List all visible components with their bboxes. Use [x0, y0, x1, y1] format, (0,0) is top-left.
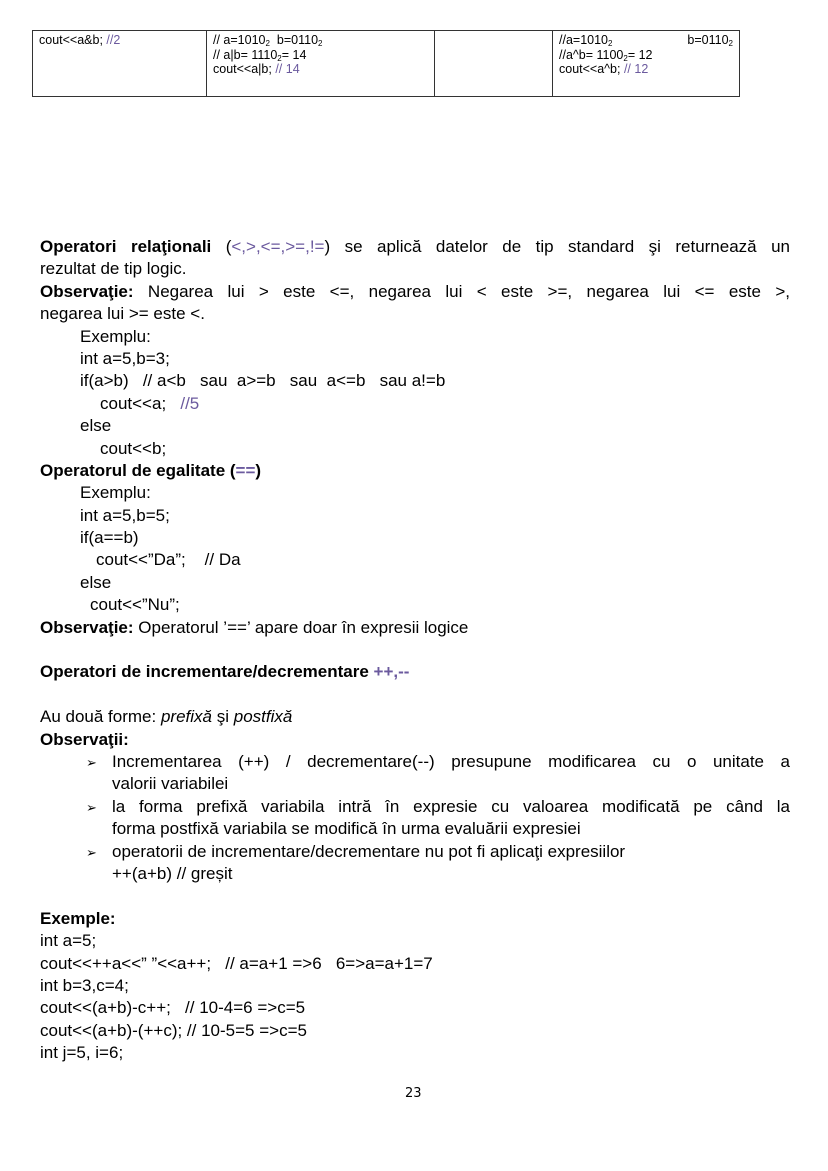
text-segment: cout<<(a+b)-(++c); // 10-5=5 =>c=5	[40, 1020, 307, 1040]
arrow-bullet-icon: ➢	[86, 754, 97, 770]
text-line	[40, 236, 790, 258]
code-text: = 12	[627, 47, 653, 62]
bold-heading: Operatori de incrementare/decrementare	[40, 662, 374, 682]
bold-heading: Exemple:	[40, 908, 116, 928]
text-line	[40, 438, 790, 460]
code-text: b=0110	[687, 33, 729, 47]
text-segment: cout<<++a<<” ”<<a++; // a=a+1 =>6 6=>a=a+1=7	[40, 953, 433, 973]
table-cell-or	[207, 31, 435, 97]
document-body	[40, 236, 790, 1064]
subscript: 2	[277, 53, 282, 63]
code-text: // a=1010	[213, 33, 266, 47]
blank-line	[40, 639, 790, 661]
blank-line	[40, 684, 790, 706]
text-segment: valorii variabilei	[112, 774, 229, 794]
comment-text: // 14	[275, 62, 300, 76]
bold-heading: Observaţie:	[40, 281, 134, 301]
table-cell-and	[33, 31, 207, 97]
operator-highlight: <,>,<=,>=,!=	[231, 237, 325, 256]
text-line	[40, 348, 790, 370]
text-segment: int a=5;	[40, 931, 97, 951]
text-line	[40, 370, 790, 392]
text-line	[40, 617, 790, 639]
text-segment: if(a==b)	[80, 528, 139, 548]
text-line	[40, 1042, 790, 1064]
bold-heading: Operatorul de egalitate (	[40, 460, 236, 480]
text-line	[40, 997, 790, 1019]
code-text: cout<<a|b;	[213, 62, 276, 76]
text-line	[40, 482, 790, 504]
comment-text: // 12	[623, 62, 649, 76]
text-segment: Incrementarea (++) / decrementare(--) presupune modificarea cu o unitate a	[112, 751, 790, 771]
subscript: 2	[608, 39, 613, 48]
text-line	[40, 326, 790, 348]
text-segment: negarea lui >= este <.	[40, 304, 205, 324]
text-segment: cout<<(a+b)-c++; // 10-4=6 =>c=5	[40, 998, 306, 1018]
text-segment: rezultat de tip logic.	[40, 259, 187, 279]
text-line	[40, 975, 790, 997]
text-segment: int b=3,c=4;	[40, 975, 129, 995]
text-segment: if(a>b) // a<b sau a>=b sau a<=b sau a!=b	[80, 371, 446, 391]
text-line	[40, 303, 790, 325]
text-segment: int a=5,b=3;	[80, 348, 170, 368]
text-segment: Negarea lui > este <=, negarea lui < este >=, negarea lui <= este >,	[133, 281, 790, 301]
text-segment: else	[80, 572, 112, 592]
code-text: = 14	[281, 47, 307, 62]
operators-table	[32, 30, 740, 97]
bold-heading: )	[255, 460, 262, 480]
code-text: cout<<a&b;	[39, 33, 107, 47]
bullet-line	[40, 796, 790, 818]
subscript: 2	[265, 39, 270, 48]
text-segment: int a=5,b=5;	[80, 505, 170, 525]
text-segment: Au două forme:	[40, 707, 161, 727]
text-segment: Exemplu:	[80, 326, 151, 346]
text-segment: forma postfixă variabila se modifică în urma evaluării expresiei	[112, 819, 581, 839]
bold-heading: Operatori relaţionali	[40, 237, 212, 256]
text-line	[40, 415, 790, 437]
bold-heading: Observaţii:	[40, 729, 129, 749]
text-line	[40, 661, 790, 683]
text-segment: operatorii de incrementare/decrementare nu pot fi aplicaţi expresiilor	[112, 841, 626, 861]
text-segment: else	[80, 416, 112, 436]
text-line	[40, 281, 790, 303]
text-segment: Operatorul ’==’ apare doar în expresii logice	[133, 617, 469, 637]
text-segment: (	[211, 237, 232, 256]
text-line	[40, 729, 790, 751]
text-line	[40, 549, 790, 571]
text-segment: cout<<b;	[100, 438, 167, 458]
text-line	[40, 706, 790, 728]
subscript: 2	[318, 39, 323, 48]
bullet-line	[40, 841, 790, 863]
text-line	[40, 1020, 790, 1042]
text-line	[40, 258, 790, 280]
text-segment: int j=5, i=6;	[40, 1043, 124, 1063]
code-text: // a|b= 1110	[213, 47, 278, 62]
subscript: 2	[623, 53, 628, 63]
operator-highlight: ==	[235, 460, 256, 480]
operator-highlight: //5	[180, 393, 200, 413]
comment-text: //2	[106, 33, 121, 47]
code-text: //a^b= 1100	[559, 47, 624, 62]
table-cell-empty	[435, 31, 553, 97]
text-line	[40, 594, 790, 616]
code-text: //a=1010	[559, 33, 609, 47]
text-line	[40, 818, 790, 840]
text-segment: şi	[212, 707, 234, 727]
table-cell-xor	[553, 31, 740, 97]
arrow-bullet-icon: ➢	[86, 844, 97, 860]
code-text: cout<<a^b;	[559, 62, 624, 76]
text-line	[40, 773, 790, 795]
text-line	[40, 460, 790, 482]
text-line	[40, 527, 790, 549]
text-segment: ++(a+b) // greșit	[112, 863, 233, 883]
text-line	[40, 505, 790, 527]
blank-line	[40, 885, 790, 907]
text-line	[40, 572, 790, 594]
operator-highlight: ++,--	[373, 662, 410, 682]
text-segment: cout<<”Nu”;	[90, 595, 180, 615]
page-number: 23	[405, 1086, 422, 1101]
text-segment: cout<<”Da”; // Da	[96, 550, 241, 570]
text-line	[40, 863, 790, 885]
text-segment: prefixă	[160, 707, 212, 727]
text-line	[40, 930, 790, 952]
text-line	[40, 908, 790, 930]
text-segment: ) se aplică datelor de tip standard şi returnează un	[324, 237, 790, 256]
text-segment: cout<<a;	[100, 393, 181, 413]
bullet-line	[40, 751, 790, 773]
text-line	[40, 393, 790, 415]
subscript: 2	[728, 39, 733, 48]
code-text: b=0110	[269, 33, 319, 47]
bold-heading: Observaţie:	[40, 617, 134, 637]
arrow-bullet-icon: ➢	[86, 799, 97, 815]
text-segment: postfixă	[233, 707, 293, 727]
text-segment: la forma prefixă variabila intră în expresie cu valoarea modificată pe când la	[112, 796, 790, 816]
text-segment: Exemplu:	[80, 483, 151, 503]
text-line	[40, 953, 790, 975]
